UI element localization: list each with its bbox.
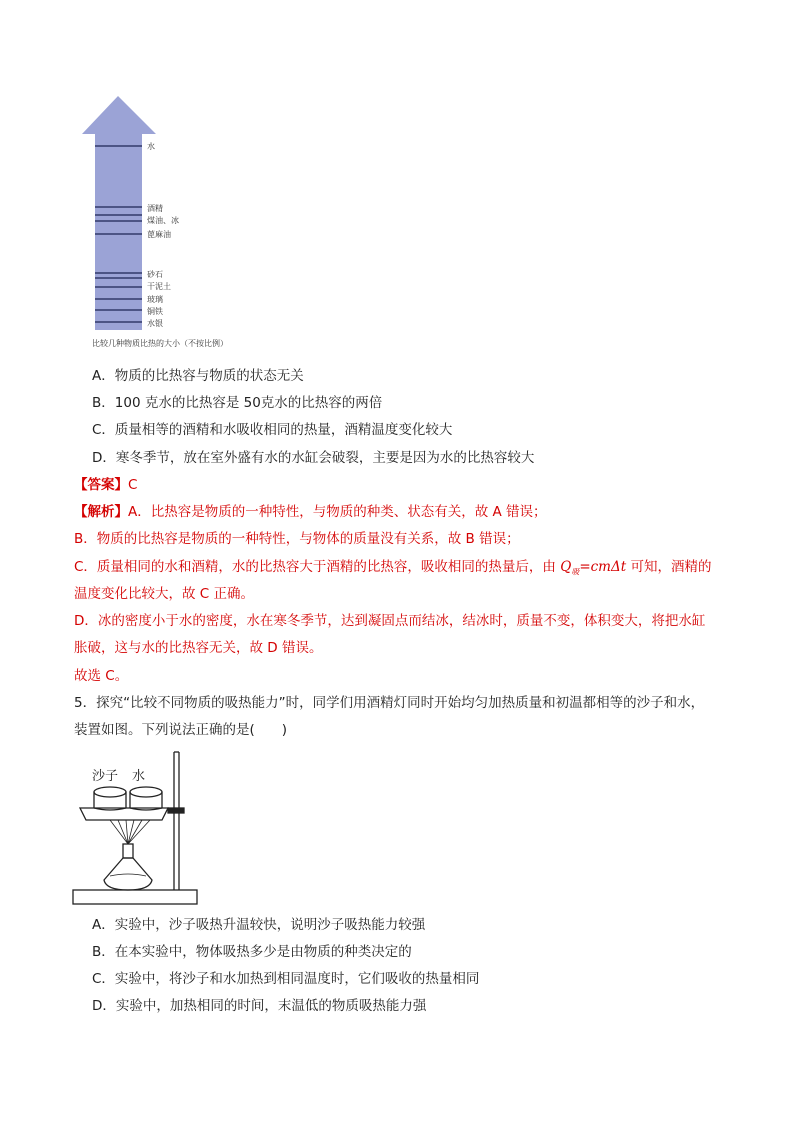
analysis-tag: 【解析】 (74, 504, 128, 520)
formula-q: Q (560, 559, 572, 575)
label-alcohol: 酒精 (147, 204, 163, 213)
label-copper-iron: 铜铁 (147, 307, 163, 316)
analysis-a: A．比热容是物质的一种特性，与物质的种类、状态有关，故 A 错误； (128, 504, 547, 520)
label-glass: 玻璃 (147, 295, 163, 304)
sand-cup (94, 792, 126, 808)
q5-option-c: C．实验中，将沙子和水加热到相同温度时，它们吸收的热量相同 (92, 971, 480, 987)
label-sand: 砂石 (147, 270, 163, 279)
apparatus-drawing (70, 748, 210, 910)
water-label: 水 (132, 769, 146, 784)
stand-base (73, 890, 197, 904)
formula-sub: 吸 (571, 567, 580, 577)
q5-stem-line1: 5．探究“比较不同物质的吸热能力”时，同学们用酒精灯同时开始均匀加热质量和初温都相等的沙子和水， (74, 695, 705, 711)
specific-heat-arrow-diagram (80, 96, 280, 356)
analysis-a-line (74, 503, 547, 521)
label-water: 水 (147, 142, 155, 151)
specific-heat-figure (80, 96, 280, 356)
flame (110, 820, 150, 844)
label-castor-oil: 蓖麻油 (147, 230, 171, 239)
analysis-d-line2: 胀破，这与水的比热容无关，故 D 错误。 (74, 640, 323, 656)
answer-value: C (128, 477, 138, 493)
label-dry-soil: 干泥土 (147, 282, 171, 291)
lamp-wick (123, 844, 133, 858)
analysis-d-line1: D．冰的密度小于水的密度，水在寒冬季节，达到凝固点而结冰，结冰时，质量不变，体积变大，将把水缸 (74, 613, 706, 629)
heating-apparatus-figure (70, 748, 210, 910)
q5-option-d: D．实验中，加热相同的时间，末温低的物质吸热能力强 (92, 998, 427, 1014)
q5-option-b: B．在本实验中，物体吸热多少是由物质的种类决定的 (92, 944, 412, 960)
conclusion: 故选 C。 (74, 668, 129, 684)
formula (560, 559, 626, 575)
analysis-c-line1 (74, 558, 711, 582)
water-cup (130, 792, 162, 808)
q5-option-a: A．实验中，沙子吸热升温较快，说明沙子吸热能力较强 (92, 917, 426, 933)
q5-stem-line2: 装置如图。下列说法正确的是( ) (74, 722, 288, 738)
label-kerosene-ice: 煤油、冰 (147, 216, 179, 225)
sand-label: 沙子 (92, 769, 119, 784)
q4-option-d: D．寒冬季节，放在室外盛有水的水缸会破裂，主要是因为水的比热容较大 (92, 450, 535, 466)
analysis-b: B．物质的比热容是物质的一种特性，与物体的质量没有关系，故 B 错误； (74, 531, 520, 547)
analysis-c-pre: C．质量相同的水和酒精，水的比热容大于酒精的比热容，吸收相同的热量后，由 (74, 559, 556, 575)
q4-option-c: C．质量相等的酒精和水吸收相同的热量，酒精温度变化较大 (92, 422, 453, 438)
answer-tag: 【答案】 (74, 477, 128, 493)
label-mercury: 水银 (147, 319, 163, 328)
analysis-c-post: 可知，酒精的 (630, 559, 712, 575)
upward-arrow (82, 96, 156, 330)
clamp (168, 808, 184, 813)
answer-line (74, 476, 137, 494)
figure-caption: 比较几种物质比热的大小（不按比例） (92, 339, 228, 348)
analysis-c-line2: 温度变化比较大，故 C 正确。 (74, 586, 255, 602)
q4-option-a: A．物质的比热容与物质的状态无关 (92, 368, 304, 384)
formula-rest: =cmΔt (579, 559, 627, 575)
q4-option-b: B．100 克水的比热容是 50克水的比热容的两倍 (92, 395, 383, 411)
